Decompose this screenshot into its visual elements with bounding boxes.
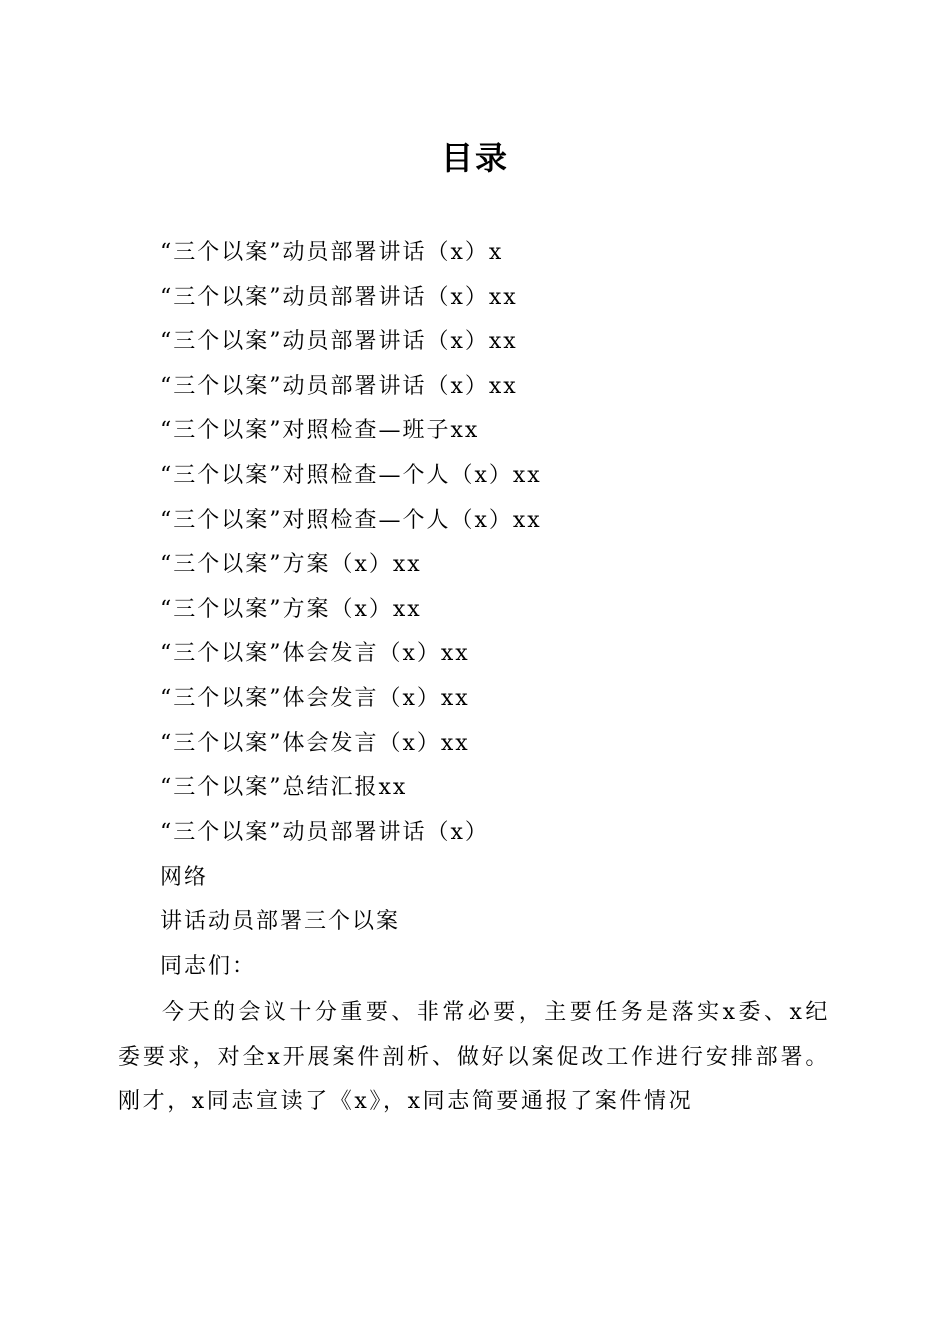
table-of-contents (160, 231, 860, 855)
toc-item: “三个以案”总结汇报xx (160, 775, 408, 801)
toc-item: “三个以案”方案（x）xx (160, 596, 422, 622)
toc-item: “三个以案”对照检查—个人（x）xx (160, 507, 542, 533)
salutation: 同志们： (160, 954, 257, 979)
toc-item: “三个以案”对照检查—班子xx (160, 418, 480, 444)
toc-item: “三个以案”动员部署讲话（x）x (160, 240, 504, 265)
toc-item: “三个以案”动员部署讲话（x） (160, 819, 489, 845)
toc-item: “三个以案”动员部署讲话（x）xx (160, 284, 518, 310)
source-line: 网络 (160, 865, 209, 890)
keywords-line: 讲话动员部署三个以案 (160, 909, 401, 934)
toc-item: “三个以案”对照检查—个人（x）xx (160, 462, 542, 488)
body-paragraph: 今天的会议十分重要、非常必要，主要任务是落实x委、x纪委要求，对全x开展案件剖析、做好以案促改工作进行安排部署。刚才，x同志宣读了《x》，x同志简要通报了案件情况 (118, 1000, 830, 1115)
toc-item: “三个以案”动员部署讲话（x）xx (160, 329, 518, 355)
toc-item: “三个以案”体会发言（x）xx (160, 641, 470, 667)
page-title: 目录 (440, 139, 509, 177)
toc-item: “三个以案”体会发言（x）xx (160, 685, 470, 711)
toc-item: “三个以案”方案（x）xx (160, 552, 422, 578)
toc-item: “三个以案”体会发言（x）xx (160, 730, 470, 756)
toc-item: “三个以案”动员部署讲话（x）xx (160, 373, 518, 399)
